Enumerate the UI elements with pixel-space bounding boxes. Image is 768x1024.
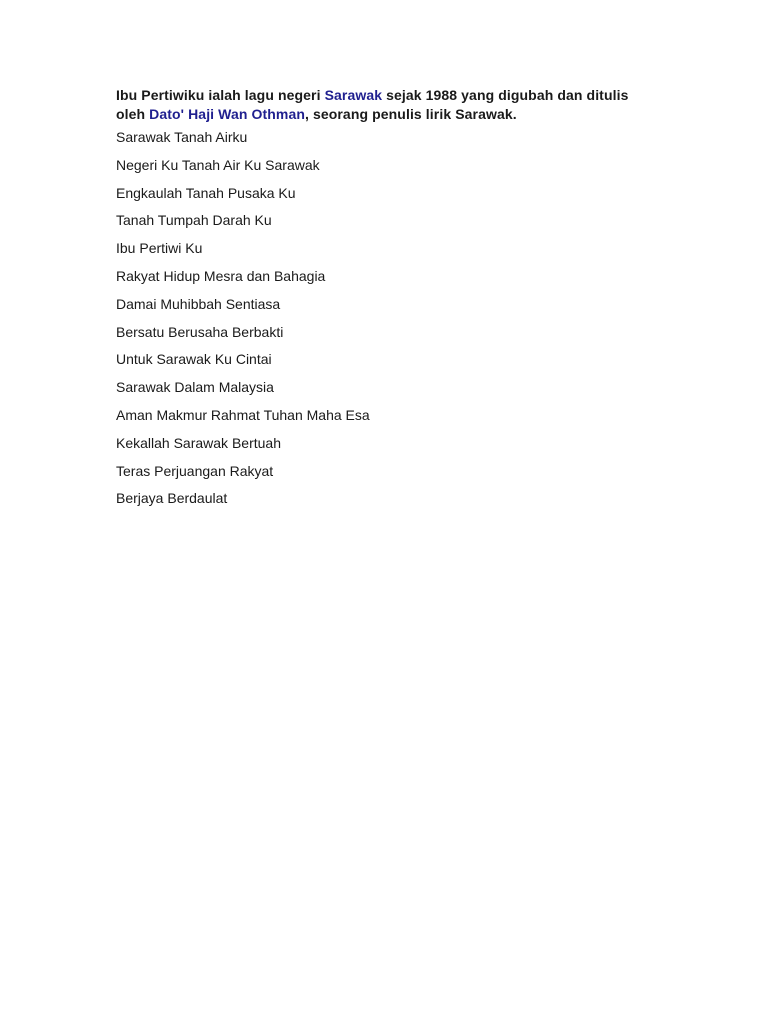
lyric-line: Teras Perjuangan Rakyat xyxy=(116,462,274,479)
intro-paragraph xyxy=(116,86,656,124)
document-page xyxy=(116,86,656,518)
lyric-line: Kekallah Sarawak Bertuah xyxy=(116,434,281,451)
lyric-line: Tanah Tumpah Darah Ku xyxy=(116,212,272,229)
lyric-line: Sarawak Tanah Airku xyxy=(116,129,248,145)
lyric-line: Untuk Sarawak Ku Cintai xyxy=(116,351,272,368)
sarawak-link[interactable]: Sarawak xyxy=(324,87,383,103)
intro-text-1: Ibu Pertiwiku ialah lagu negeri xyxy=(116,87,325,103)
lyric-line: Damai Muhibbah Sentiasa xyxy=(116,295,281,312)
lyric-line: Sarawak Dalam Malaysia xyxy=(116,379,274,396)
lyric-line: Rakyat Hidup Mesra dan Bahagia xyxy=(116,267,326,284)
lyric-line: Negeri Ku Tanah Air Ku Sarawak xyxy=(116,156,320,173)
lyric-line: Ibu Pertiwi Ku xyxy=(116,240,203,257)
intro-text-3: , seorang penulis lirik Sarawak. xyxy=(304,106,517,122)
lyric-line: Aman Makmur Rahmat Tuhan Maha Esa xyxy=(116,406,370,423)
lyric-line: Berjaya Berdaulat xyxy=(116,490,228,507)
lyric-line: Engkaulah Tanah Pusaka Ku xyxy=(116,184,296,201)
lyrics-list xyxy=(116,129,656,506)
lyric-line: Bersatu Berusaha Berbakti xyxy=(116,323,284,340)
dato-haji-wan-othman-link[interactable]: Dato' Haji Wan Othman xyxy=(149,106,305,122)
intro-text-2: sejak 1988 yang digubah dan ditulis oleh xyxy=(116,87,629,122)
